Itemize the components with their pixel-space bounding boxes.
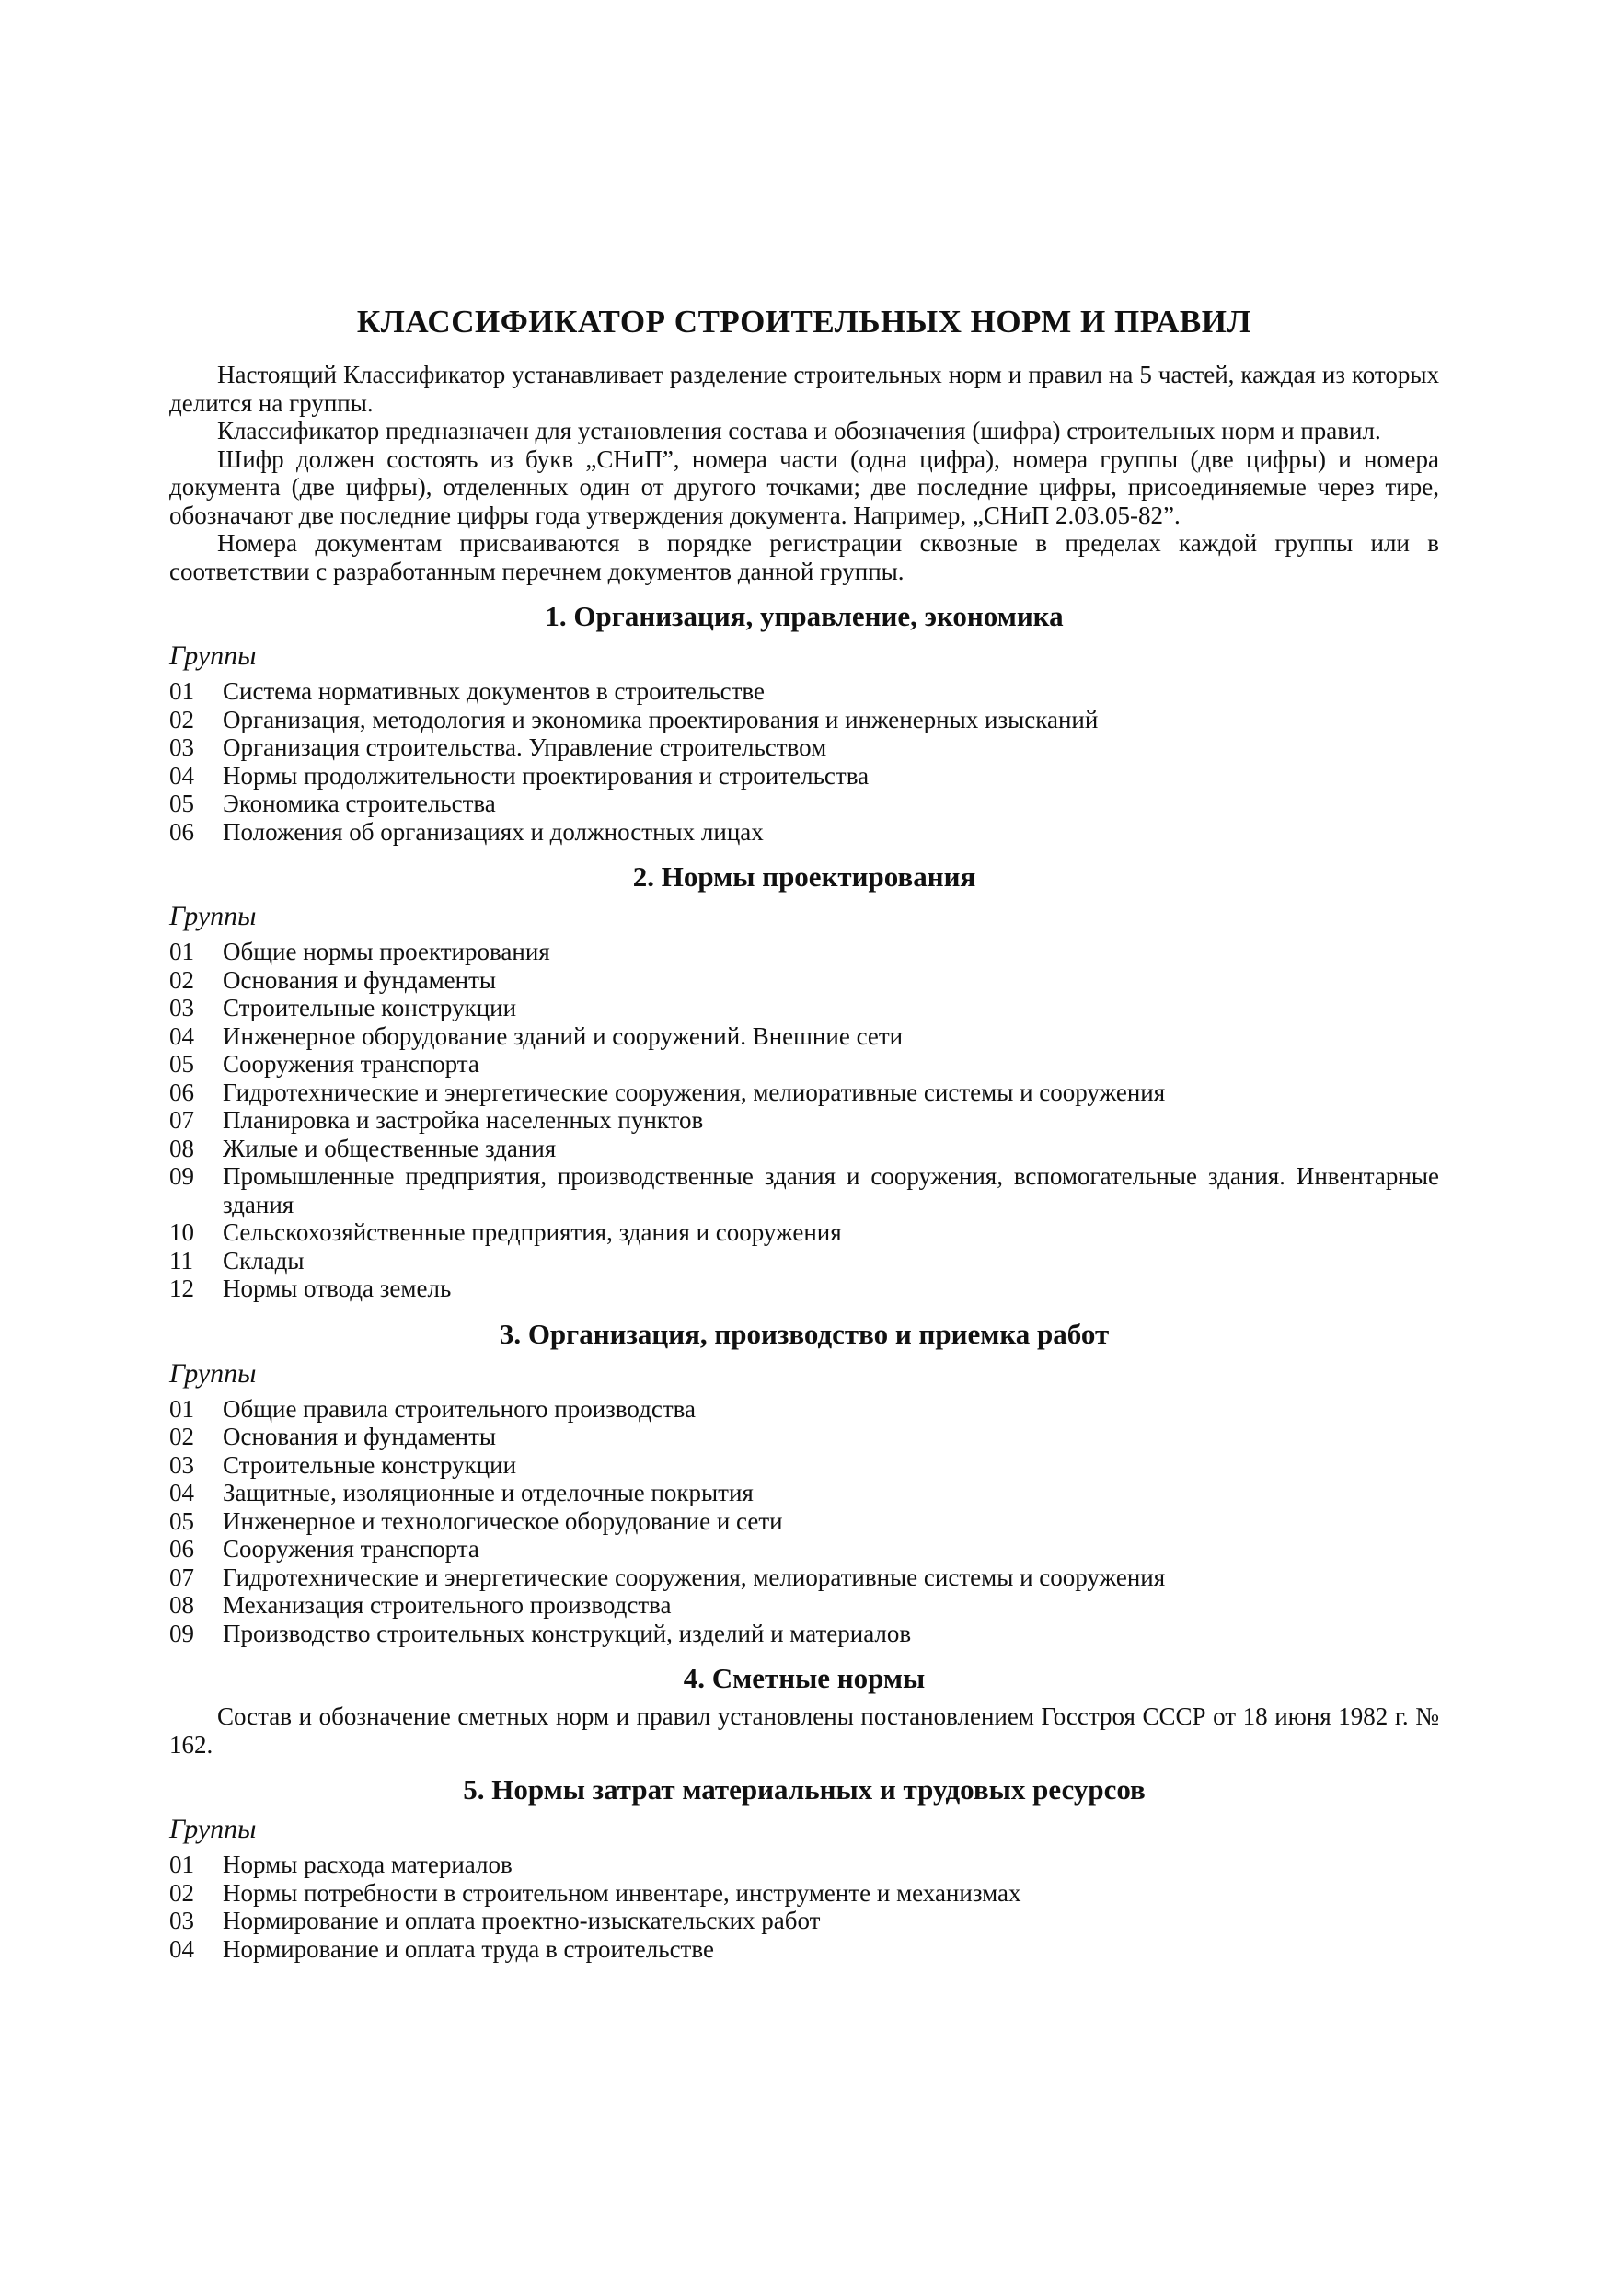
- item-code: 02: [169, 965, 194, 994]
- section-title: 2. Нормы проектирования: [632, 860, 976, 893]
- item-code: 01: [169, 677, 194, 705]
- list-item: [169, 706, 1439, 734]
- item-text: Строительные конструкции: [223, 994, 517, 1021]
- groups-label: Группы: [169, 640, 257, 671]
- item-text: Система нормативных документов в строительстве: [223, 677, 765, 705]
- list-item: [169, 1535, 1439, 1563]
- section-1: [169, 600, 1439, 846]
- intro-paragraph: Номера документам присваиваются в порядке регистрации сквозные в пределах каждой группы или в соответствии с разработанным перечнем документов данной группы.: [169, 529, 1439, 585]
- item-text: Нормы потребности в строительном инвентаре, инструменте и механизмах: [223, 1878, 1021, 1907]
- list-item: [169, 1507, 1439, 1536]
- item-text: Нормы расхода материалов: [223, 1851, 513, 1878]
- item-text: Строительные конструкции: [223, 1450, 517, 1479]
- item-text: Инженерное оборудование зданий и сооружений. Внешние сети: [223, 1021, 904, 1050]
- intro: [169, 361, 1439, 585]
- list-item: [169, 818, 1439, 847]
- section-note: Состав и обозначение сметных норм и правил установлены постановлением Госстроя СССР от 18 июня 1982 г. № 162.: [169, 1702, 1439, 1759]
- list-item: [169, 762, 1439, 790]
- list-item: [169, 1935, 1439, 1964]
- section-title: 1. Организация, управление, экономика: [545, 600, 1064, 632]
- item-code: 04: [169, 1479, 194, 1506]
- item-code: 07: [169, 1563, 194, 1591]
- list-item: [169, 1423, 1439, 1451]
- item-text: Планировка и застройка населенных пунктов: [223, 1106, 704, 1134]
- item-code: 02: [169, 1423, 194, 1450]
- item-code: 03: [169, 1907, 194, 1934]
- item-code: 04: [169, 761, 194, 790]
- list-item: [169, 938, 1439, 966]
- intro-paragraph: Классификатор предназначен для установления состава и обозначения (шифра) строительных норм и правил.: [217, 417, 1381, 444]
- list-item: [169, 1162, 1439, 1218]
- groups-label: Группы: [169, 901, 257, 931]
- list-item: [169, 1275, 1439, 1303]
- item-code: 12: [169, 1275, 194, 1302]
- section-title: 4. Сметные нормы: [683, 1662, 926, 1694]
- list-item: [169, 1620, 1439, 1648]
- item-code: 06: [169, 1535, 194, 1563]
- list-item: [169, 1907, 1439, 1935]
- item-code: 11: [169, 1246, 193, 1275]
- item-code: 02: [169, 1878, 194, 1907]
- item-code: 08: [169, 1134, 194, 1162]
- item-code: 10: [169, 1218, 194, 1246]
- item-text: Нормирование и оплата труда в строительстве: [223, 1934, 714, 1963]
- list-item: [169, 994, 1439, 1022]
- intro-paragraph: Шифр должен состоять из букв „СНиП”, номера части (одна цифра), номера группы (две цифры) и номера документа (две цифры), отделенных один от другого точками; две последние цифры, присоединяемые через тире, обозначают две последние цифры года утверждения документа. Например, „СНиП 2.03.05-82”.: [169, 444, 1439, 529]
- item-text: Положения об организациях и должностных лицах: [223, 817, 764, 846]
- list-item: [169, 1106, 1439, 1135]
- list-item: [169, 1563, 1439, 1592]
- item-text: Инженерное и технологическое оборудование и сети: [223, 1506, 783, 1535]
- item-text: Склады: [223, 1246, 305, 1275]
- item-code: 07: [169, 1106, 194, 1134]
- list-item: [169, 790, 1439, 818]
- item-text: Основания и фундаменты: [223, 965, 497, 994]
- item-code: 05: [169, 790, 194, 817]
- list-item: [169, 1591, 1439, 1620]
- item-text: Сооружения транспорта: [223, 1535, 479, 1563]
- groups-label: Группы: [169, 1814, 257, 1844]
- section-title: 3. Организация, производство и приемка работ: [499, 1317, 1110, 1350]
- item-text: Жилые и общественные здания: [223, 1134, 557, 1162]
- item-code: 01: [169, 1851, 194, 1878]
- item-code: 04: [169, 1934, 194, 1963]
- item-text: Нормы продолжительности проектирования и строительства: [223, 761, 870, 790]
- item-code: 02: [169, 705, 194, 733]
- item-code: 03: [169, 733, 194, 761]
- item-text: Организация, методология и экономика проектирования и инженерных изысканий: [223, 705, 1099, 733]
- list-item: [169, 1247, 1439, 1275]
- list-item: [169, 1022, 1439, 1051]
- list-item: [169, 1135, 1439, 1163]
- item-code: 05: [169, 1506, 194, 1535]
- list-item: [169, 1079, 1439, 1107]
- section-4: [169, 1662, 1439, 1759]
- document-title: КЛАССИФИКАТОР СТРОИТЕЛЬНЫХ НОРМ И ПРАВИЛ: [356, 304, 1252, 340]
- item-code: 03: [169, 994, 194, 1021]
- item-text: Общие нормы проектирования: [223, 938, 550, 965]
- item-text: Нормы отвода земель: [223, 1275, 452, 1302]
- item-text: Защитные, изоляционные и отделочные покрытия: [223, 1479, 754, 1506]
- list-item: [169, 1395, 1439, 1424]
- item-text: Организация строительства. Управление строительством: [223, 733, 827, 761]
- intro-paragraph: Настоящий Классификатор устанавливает разделение строительных норм и правил на 5 частей, каждая из которых делится на группы.: [169, 361, 1439, 417]
- list-item: [169, 1451, 1439, 1480]
- list-item: [169, 1050, 1439, 1079]
- list-item: [169, 677, 1439, 706]
- item-code: 09: [169, 1162, 194, 1190]
- item-text: Общие правила строительного производства: [223, 1394, 697, 1423]
- section-2: [169, 860, 1439, 1303]
- item-code: 08: [169, 1591, 194, 1619]
- document-page: [169, 304, 1439, 1963]
- item-text: Экономика строительства: [223, 790, 496, 817]
- item-text: Сельскохозяйственные предприятия, здания и сооружения: [223, 1218, 842, 1246]
- section-3: [169, 1318, 1439, 1648]
- item-text: Производство строительных конструкций, изделий и материалов: [223, 1619, 912, 1647]
- item-code: 04: [169, 1021, 194, 1050]
- item-code: 09: [169, 1619, 194, 1647]
- list-item: [169, 1851, 1439, 1879]
- list-item: [169, 1479, 1439, 1507]
- list-item: [169, 733, 1439, 762]
- item-text: Гидротехнические и энергетические сооружения, мелиоративные системы и сооружения: [223, 1563, 1166, 1591]
- item-text: Сооружения транспорта: [223, 1050, 479, 1078]
- section-title: 5. Нормы затрат материальных и трудовых ресурсов: [463, 1773, 1146, 1806]
- item-code: 03: [169, 1450, 194, 1479]
- item-text: Нормирование и оплата проектно-изыскательских работ: [223, 1907, 821, 1934]
- item-text: Гидротехнические и энергетические сооружения, мелиоративные системы и сооружения: [223, 1078, 1166, 1106]
- item-code: 06: [169, 817, 194, 846]
- item-code: 06: [169, 1078, 194, 1106]
- item-text: Основания и фундаменты: [223, 1423, 497, 1450]
- item-code: 01: [169, 938, 194, 965]
- list-item: [169, 966, 1439, 995]
- item-text: Механизация строительного производства: [223, 1591, 672, 1619]
- item-code: 01: [169, 1394, 194, 1423]
- list-item: [169, 1218, 1439, 1247]
- item-code: 05: [169, 1050, 194, 1078]
- list-item: [169, 1879, 1439, 1908]
- section-5: [169, 1773, 1439, 1963]
- groups-label: Группы: [169, 1357, 257, 1389]
- item-text: Промышленные предприятия, производственные здания и сооружения, вспомогательные здания. Инвентарные здания: [223, 1162, 1439, 1218]
